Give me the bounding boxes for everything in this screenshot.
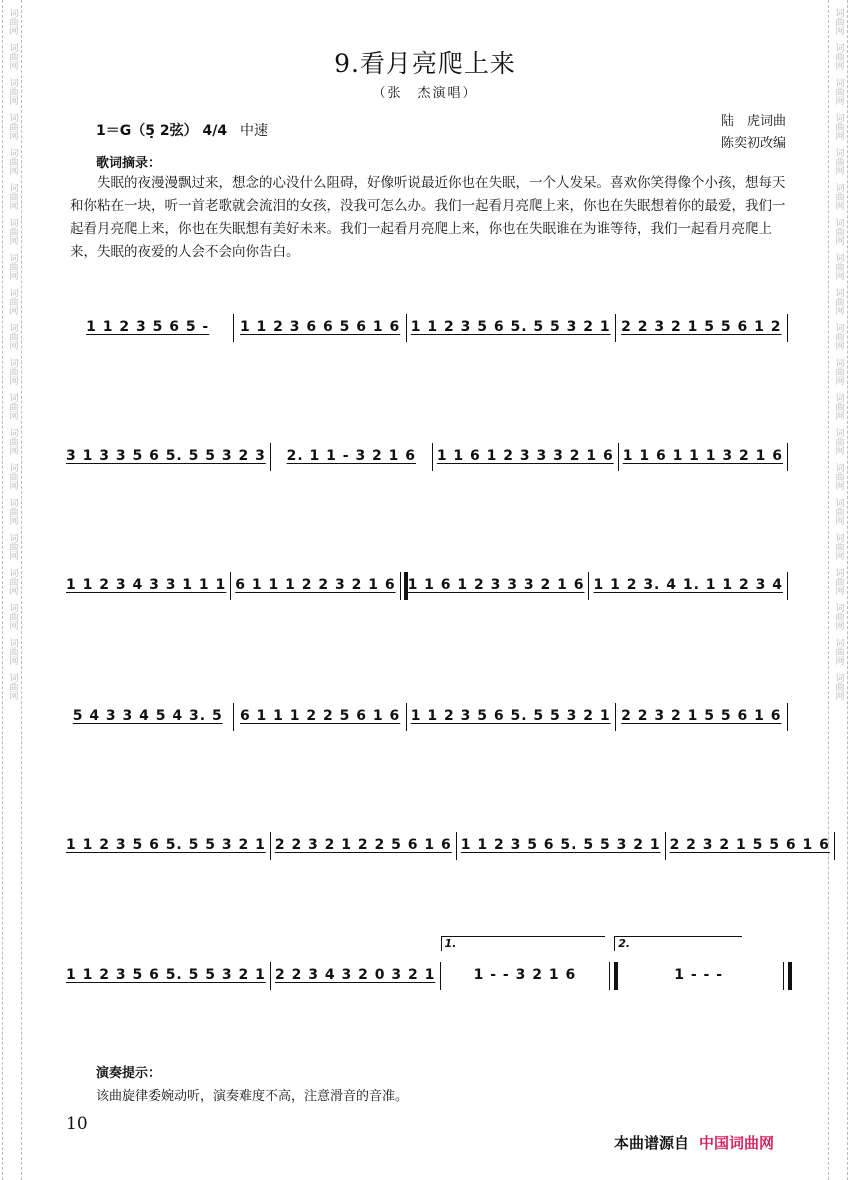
measure — [666, 832, 834, 858]
watermark-text: 词曲网 — [833, 113, 844, 140]
performance-heading: 演奏提示： — [96, 1066, 162, 1081]
measure — [62, 572, 230, 598]
notation-staff-4 — [62, 703, 788, 731]
measure — [407, 703, 615, 729]
watermark-text: 词曲网 — [833, 533, 844, 560]
watermark-text: 词曲网 — [7, 148, 18, 175]
measure-notes: 1 - - - — [674, 967, 724, 983]
watermark-text: 词曲网 — [833, 428, 844, 455]
watermark-text: 词曲网 — [7, 8, 18, 35]
tempo-marking: 中速 — [239, 123, 268, 139]
watermark-text: 词曲网 — [833, 323, 844, 350]
watermark-text: 词曲网 — [833, 673, 844, 700]
watermark-text: 词曲网 — [7, 428, 18, 455]
notation-staff-3 — [62, 572, 788, 600]
watermark-text: 词曲网 — [7, 253, 18, 280]
watermark-text: 词曲网 — [833, 393, 844, 420]
watermark-text: 词曲网 — [833, 183, 844, 210]
arranger-credit: 陈奕初改编 — [720, 136, 786, 151]
measure-notes: 6 1 1 1 2 2 5 6 1 6 — [239, 708, 401, 724]
key-signature-line — [96, 120, 268, 140]
source-site-link[interactable]: 中国词曲网 — [699, 1134, 775, 1152]
watermark-text: 词曲网 — [833, 603, 844, 630]
measure — [62, 832, 270, 858]
time-signature: 4/4 — [202, 123, 228, 139]
notation-staff-6 — [62, 937, 788, 990]
source-credit — [614, 1132, 774, 1153]
measure — [616, 314, 787, 340]
measure — [457, 832, 665, 858]
measure — [271, 962, 440, 988]
measure-notes: 3 1 3 3 5 6 5. 5 5 3 2 3 — [66, 448, 266, 464]
singer-credit: （张 杰演唱） — [372, 86, 478, 101]
measure — [234, 314, 405, 340]
measure-notes: 5 4 3 3 4 5 4 3. 5 — [72, 708, 223, 724]
notation-staff-1 — [62, 314, 788, 342]
barline — [787, 572, 788, 600]
watermark-text: 词曲网 — [833, 253, 844, 280]
watermark-text: 词曲网 — [7, 393, 18, 420]
measure — [271, 832, 456, 858]
notation-staff-2 — [62, 443, 788, 471]
measure — [433, 443, 618, 469]
watermark-text: 词曲网 — [7, 673, 18, 700]
lyrics-excerpt: 失眠的夜漫漫飘过来，想念的心没什么阻碍，好像听说最近你也在失眠，一个人发呆。喜欢你笑得像个小孩，想每天和你粘在一块，听一首老歌就会流泪的女孩，没我可怎么办。我们一起看月亮爬上来，你也在失眠想着你的最爱，我们一起看月亮爬上来，你也在失眠想有美好未来。我们一起看月亮爬上来，你也在失眠谁在为谁等待，我们一起看月亮爬上来，失眠的夜爱的人会不会向你告白。 — [70, 175, 786, 260]
measure — [271, 443, 432, 469]
measure-notes: 1 1 6 1 2 3 3 3 2 1 6 — [436, 448, 614, 464]
measure — [234, 703, 405, 729]
watermark-text: 词曲网 — [833, 463, 844, 490]
source-label: 本曲谱源自 — [614, 1134, 690, 1152]
measure-notes: 1 1 6 1 2 3 3 3 2 1 6 — [407, 577, 585, 593]
watermark-text: 词曲网 — [7, 288, 18, 315]
measure — [231, 572, 399, 598]
watermark-text: 词曲网 — [7, 603, 18, 630]
watermark-text: 词曲网 — [833, 148, 844, 175]
watermark-text: 词曲网 — [7, 638, 18, 665]
performance-notes: 该曲旋律委婉动听，演奏难度不高，注意滑音的音准。 — [96, 1089, 409, 1104]
measure — [616, 703, 787, 729]
measure-notes: 1 - - 3 2 1 6 — [473, 967, 577, 983]
page-number: 10 — [66, 1114, 88, 1134]
measure-notes: 1 1 2 3 4 3 3 1 1 1 — [66, 577, 227, 593]
watermark-text: 词曲网 — [7, 113, 18, 140]
right-watermark-strip — [828, 0, 848, 1180]
measure-notes: 1 1 2 3 6 6 5 6 1 6 — [239, 319, 401, 335]
watermark-text: 词曲网 — [7, 78, 18, 105]
notation-staff-5 — [62, 832, 830, 860]
measure-notes: 2 2 3 2 1 5 5 6 1 6 — [621, 708, 782, 724]
measure-notes: 2 2 3 4 3 2 0 3 2 1 — [275, 967, 436, 983]
barline — [787, 314, 788, 342]
watermark-text: 词曲网 — [7, 358, 18, 385]
watermark-text: 词曲网 — [7, 498, 18, 525]
first-ending-bracket: 1. — [441, 936, 605, 951]
watermark-text: 词曲网 — [833, 218, 844, 245]
watermark-text: 词曲网 — [7, 323, 18, 350]
watermark-text: 词曲网 — [7, 533, 18, 560]
measure-notes: 2 2 3 2 1 2 2 5 6 1 6 — [274, 837, 452, 853]
measure — [404, 572, 589, 598]
measure-second-ending — [614, 937, 783, 988]
measure-notes: 2 2 3 2 1 5 5 6 1 2 — [621, 319, 782, 335]
watermark-text: 词曲网 — [7, 183, 18, 210]
watermark-text: 词曲网 — [833, 8, 844, 35]
watermark-text: 词曲网 — [7, 568, 18, 595]
measure — [407, 314, 615, 340]
measure — [619, 443, 787, 469]
measure-notes: 1 1 2 3 5 6 5. 5 5 3 2 1 — [410, 708, 611, 724]
watermark-text: 词曲网 — [7, 218, 18, 245]
lyrics-heading: 歌词摘录： — [96, 156, 162, 171]
barline — [834, 832, 835, 860]
measure — [62, 703, 233, 729]
measure-notes: 1 1 6 1 1 1 3 2 1 6 — [622, 448, 783, 464]
measure-notes: 1 1 2 3 5 6 5. 5 5 3 2 1 — [66, 837, 266, 853]
second-ending-bracket: 2. — [614, 936, 742, 951]
measure-notes: 1 1 2 3. 4 1. 1 1 2 3 4 — [593, 577, 783, 593]
watermark-text: 词曲网 — [833, 358, 844, 385]
watermark-text: 词曲网 — [7, 463, 18, 490]
measure-notes: 2. 1 1 - 3 2 1 6 — [286, 448, 417, 464]
measure — [62, 443, 270, 469]
measure — [62, 314, 233, 340]
measure-notes: 1 1 2 3 5 6 5. 5 5 3 2 1 — [66, 967, 266, 983]
measure-notes: 6 1 1 1 2 2 3 2 1 6 — [235, 577, 396, 593]
watermark-text: 词曲网 — [833, 498, 844, 525]
song-title: 9.看月亮爬上来 — [334, 49, 516, 78]
watermark-text: 词曲网 — [833, 638, 844, 665]
measure — [62, 962, 270, 988]
measure-notes: 2 2 3 2 1 5 5 6 1 6 — [669, 837, 830, 853]
measure-notes: 1 1 2 3 5 6 5. 5 5 3 2 1 — [460, 837, 661, 853]
key-signature: 1＝G（5̣ 2弦） — [96, 123, 198, 139]
measure-first-ending — [441, 937, 610, 988]
composer-credit: 陆 虎词曲 — [720, 114, 786, 129]
measure-notes: 1 1 2 3 5 6 5 - — [86, 319, 210, 335]
watermark-text: 词曲网 — [833, 78, 844, 105]
watermark-text: 词曲网 — [833, 288, 844, 315]
watermark-text: 词曲网 — [833, 568, 844, 595]
watermark-text: 词曲网 — [7, 43, 18, 70]
barline — [787, 703, 788, 731]
final-barline — [783, 962, 788, 990]
measure-notes: 1 1 2 3 5 6 5. 5 5 3 2 1 — [410, 319, 611, 335]
measure — [589, 572, 787, 598]
left-watermark-strip — [2, 0, 22, 1180]
watermark-text: 词曲网 — [833, 43, 844, 70]
barline — [787, 443, 788, 471]
